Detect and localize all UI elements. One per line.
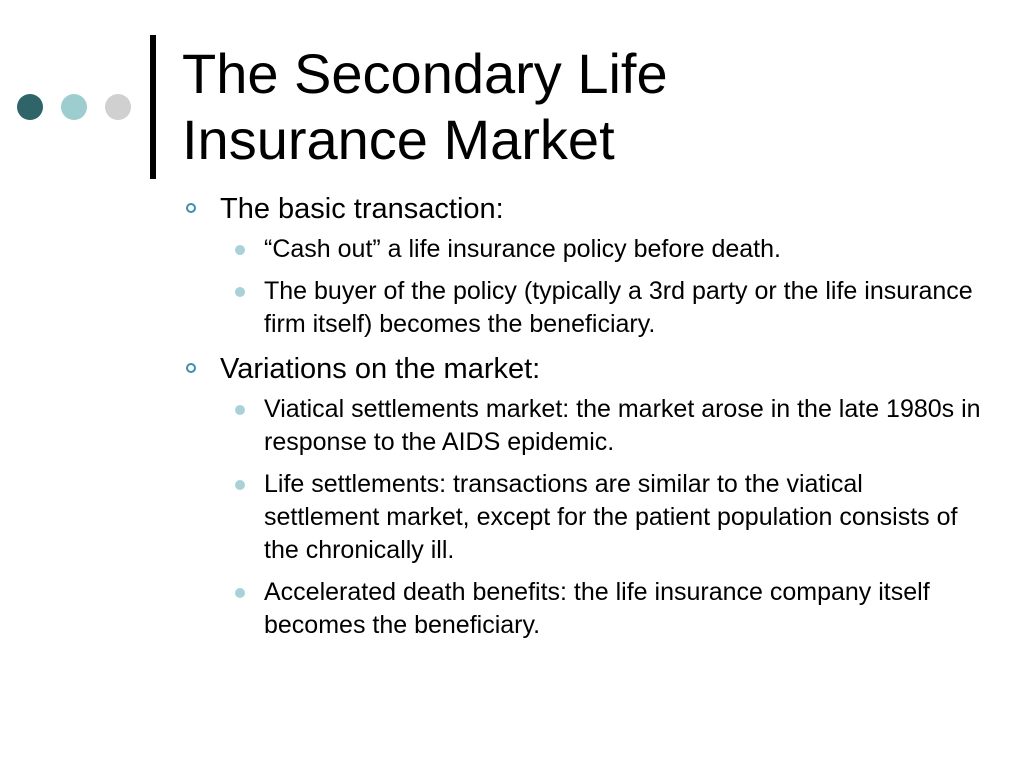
sub-bullet-list xyxy=(220,393,982,642)
section-variations xyxy=(182,351,982,642)
list-item xyxy=(220,393,982,459)
title-line-2: Insurance Market xyxy=(182,108,615,171)
title-divider xyxy=(150,35,156,179)
list-item-text: “Cash out” a life insurance policy before death. xyxy=(264,235,781,263)
dot-bullet-icon xyxy=(235,588,245,598)
ring-bullet-icon xyxy=(186,363,196,373)
list-item xyxy=(220,275,982,341)
list-item-text: Viatical settlements market: the market arose in the late 1980s in response to the AIDS epidemic. xyxy=(264,395,981,456)
section-basic-transaction xyxy=(182,191,982,341)
mid-dot-icon xyxy=(61,94,87,120)
dot-bullet-icon xyxy=(235,287,245,297)
section-heading: Variations on the market: xyxy=(220,353,541,385)
section-heading: The basic transaction: xyxy=(220,193,504,225)
light-dot-icon xyxy=(105,94,131,120)
dot-bullet-icon xyxy=(235,245,245,255)
decorative-dots xyxy=(17,94,137,120)
list-item-text: Life settlements: transactions are similar to the viatical settlement market, except for the patient population consists of the chronically ill. xyxy=(264,470,958,564)
slide-content xyxy=(182,191,982,652)
ring-bullet-icon xyxy=(186,203,196,213)
dark-dot-icon xyxy=(17,94,43,120)
sub-bullet-list xyxy=(220,233,982,341)
list-item-text: The buyer of the policy (typically a 3rd party or the life insurance firm itself) becomes the beneficiary. xyxy=(264,277,973,338)
title-line-1: The Secondary Life xyxy=(182,42,668,105)
dot-bullet-icon xyxy=(235,405,245,415)
slide-title xyxy=(182,41,982,173)
list-item-text: Accelerated death benefits: the life insurance company itself becomes the beneficiary. xyxy=(264,578,930,639)
list-item xyxy=(220,576,982,642)
dot-bullet-icon xyxy=(235,480,245,490)
list-item xyxy=(220,233,982,266)
list-item xyxy=(220,468,982,567)
